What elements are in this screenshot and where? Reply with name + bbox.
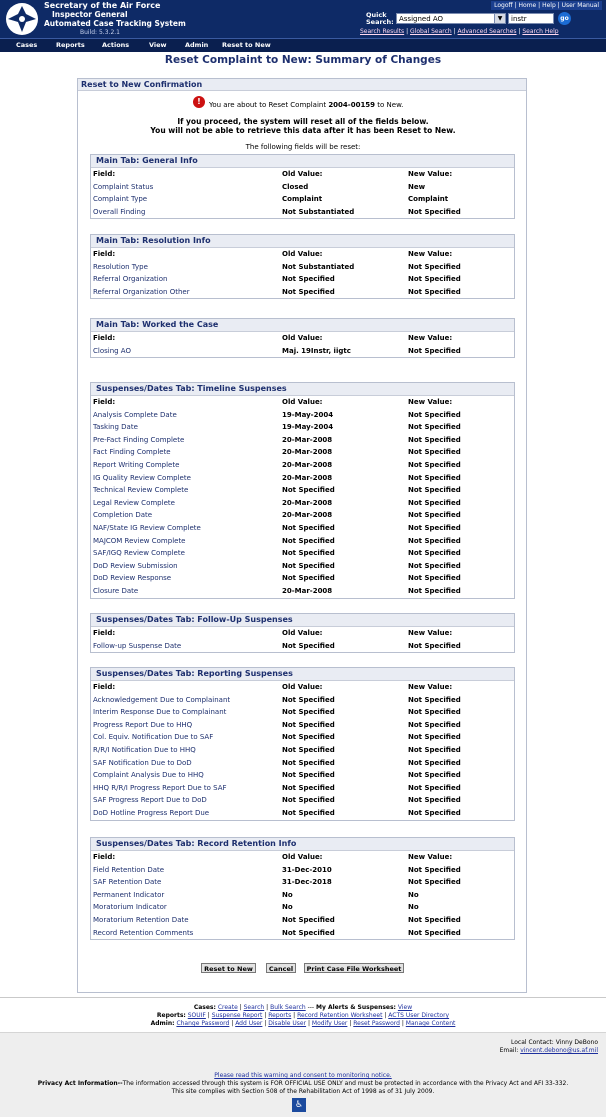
footer-admin-line: Admin: Change Password | Add User | Disable User | Modify User | Reset Password | Manage Content (150, 1020, 456, 1027)
footer-alerts-view-link[interactable]: View (397, 1004, 413, 1011)
old-value: Not Specified (282, 641, 335, 650)
old-value: 20-Mar-2008 (282, 498, 333, 507)
table-row (91, 509, 514, 522)
quick-search-input[interactable]: instr (508, 13, 554, 24)
field-name: Referral Organization Other (93, 287, 190, 296)
field-name: Closure Date (93, 586, 139, 595)
old-value: Closed (282, 182, 309, 191)
column-header-old: Old Value: (282, 683, 323, 691)
changes-section (90, 382, 515, 599)
old-value: Not Specified (282, 915, 335, 924)
field-name: IG Quality Review Complete (93, 473, 191, 482)
field-name: Resolution Type (93, 262, 148, 271)
search-results-link[interactable]: Search Results (360, 28, 405, 35)
changes-section (90, 613, 515, 653)
field-name: Fact Finding Complete (93, 448, 171, 457)
table-row (91, 497, 514, 510)
old-value: Not Specified (282, 287, 335, 296)
nav-cases[interactable]: Cases (16, 41, 38, 49)
new-value: No (408, 903, 419, 912)
new-value: Not Specified (408, 574, 461, 583)
fields-intro: The following fields will be reset: (245, 143, 361, 151)
table-row (91, 769, 514, 782)
table-row (91, 547, 514, 560)
footer-record-retention-link[interactable]: Record Retention Worksheet (297, 1012, 383, 1019)
field-name: SAF Notification Due to DoD (93, 758, 192, 767)
table-row (91, 744, 514, 757)
new-value: Not Specified (408, 410, 461, 419)
section-column-headers (91, 168, 514, 181)
brand-line-1: Secretary of the Air Force (44, 1, 161, 10)
column-header-old: Old Value: (282, 170, 323, 178)
contact-email-link[interactable]: vincent.debono@us.af.mil (520, 1047, 598, 1054)
old-value: Not Specified (282, 536, 335, 545)
column-header-new: New Value: (408, 398, 453, 406)
section-title: Main Tab: General Info (91, 155, 514, 168)
old-value: Complaint (282, 195, 323, 204)
field-name: Permanent Indicator (93, 890, 165, 899)
table-row (91, 193, 514, 206)
footer-reset-password-link[interactable]: Reset Password (353, 1020, 400, 1027)
section-title: Suspenses/Dates Tab: Record Retention Info (91, 838, 514, 851)
table-row (91, 719, 514, 732)
old-value: 20-Mar-2008 (282, 511, 333, 520)
table-row (91, 927, 514, 940)
column-header-new: New Value: (408, 629, 453, 637)
table-row (91, 706, 514, 719)
column-header-field: Field: (93, 683, 116, 691)
old-value: 20-Mar-2008 (282, 435, 333, 444)
footer-change-password-link[interactable]: Change Password (176, 1020, 230, 1027)
new-value: Not Specified (408, 435, 461, 444)
field-name: Record Retention Comments (93, 928, 194, 937)
new-value: Not Specified (408, 720, 461, 729)
column-header-new: New Value: (408, 683, 453, 691)
table-row (91, 901, 514, 914)
old-value: 20-Mar-2008 (282, 473, 333, 482)
new-value: Not Specified (408, 745, 461, 754)
table-row (91, 459, 514, 472)
table-row (91, 446, 514, 459)
section-column-headers (91, 332, 514, 345)
footer-souif-link[interactable]: SOUIF (187, 1012, 206, 1019)
new-value: Not Specified (408, 346, 461, 355)
proceed-notice-2: You will not be able to retrieve this data after it has been Reset to New. (150, 126, 456, 135)
old-value: Not Specified (282, 796, 335, 805)
column-header-field: Field: (93, 853, 116, 861)
nav-reports[interactable]: Reports (56, 41, 85, 49)
field-name: Follow-up Suspense Date (93, 641, 182, 650)
old-value: Not Specified (282, 745, 335, 754)
field-name: Completion Date (93, 511, 153, 520)
column-header-new: New Value: (408, 334, 453, 342)
footer-disable-user-link[interactable]: Disable User (268, 1020, 307, 1027)
new-value: Not Specified (408, 733, 461, 742)
new-value: Not Specified (408, 586, 461, 595)
print-worksheet-button[interactable]: Print Case File Worksheet (304, 963, 404, 973)
new-value: Not Specified (408, 771, 461, 780)
old-value: Not Specified (282, 771, 335, 780)
section-column-headers (91, 396, 514, 409)
new-value: Not Specified (408, 460, 461, 469)
field-name: Report Writing Complete (93, 460, 180, 469)
new-value: Not Specified (408, 758, 461, 767)
new-value: Not Specified (408, 695, 461, 704)
table-row (91, 522, 514, 535)
footer-reports-link[interactable]: Reports (268, 1012, 292, 1019)
section-column-headers (91, 681, 514, 694)
table-row (91, 560, 514, 573)
section-column-headers (91, 627, 514, 640)
old-value: 20-Mar-2008 (282, 460, 333, 469)
accessibility-icon[interactable]: ♿ (292, 1098, 306, 1112)
chevron-down-icon[interactable]: ▼ (494, 14, 505, 23)
proceed-notice-1: If you proceed, the system will reset all of the fields below. (177, 117, 429, 126)
app-header (0, 0, 606, 38)
old-value: Not Substantiated (282, 262, 355, 271)
table-row (91, 807, 514, 820)
new-value: Not Specified (408, 708, 461, 717)
field-name: DoD Review Submission (93, 561, 178, 570)
table-row (91, 421, 514, 434)
new-value: Not Specified (408, 275, 461, 284)
old-value: Not Specified (282, 758, 335, 767)
new-value: Not Specified (408, 808, 461, 817)
field-name: Complaint Analysis Due to HHQ (93, 771, 204, 780)
field-name: Interim Response Due to Complainant (93, 708, 227, 717)
new-value: Not Specified (408, 498, 461, 507)
table-row (91, 585, 514, 598)
table-row (91, 286, 514, 299)
field-name: MAJCOM Review Complete (93, 536, 186, 545)
old-value: Not Specified (282, 708, 335, 717)
table-row (91, 434, 514, 447)
changes-section (90, 837, 515, 940)
footer-search-link[interactable]: Search (243, 1004, 265, 1011)
brand-line-2: Inspector General (52, 10, 128, 19)
field-name: Overall Finding (93, 207, 146, 216)
footer-manage-content-link[interactable]: Manage Content (405, 1020, 456, 1027)
field-name: DoD Review Response (93, 574, 172, 583)
new-value: New (408, 182, 426, 191)
changes-section (90, 318, 515, 358)
old-value: Not Specified (282, 486, 335, 495)
field-name: Referral Organization (93, 275, 168, 284)
old-value: No (282, 890, 293, 899)
nav-reset-to-new[interactable]: Reset to New (222, 41, 271, 49)
old-value: No (282, 903, 293, 912)
new-value: Not Specified (408, 207, 461, 216)
footer-divider (0, 997, 606, 998)
new-value: Not Specified (408, 928, 461, 937)
section-title: Suspenses/Dates Tab: Follow-Up Suspenses (91, 614, 514, 627)
column-header-old: Old Value: (282, 853, 323, 861)
logoff-link[interactable]: Logoff (494, 2, 513, 9)
field-name: Field Retention Date (93, 865, 165, 874)
local-contact: Local Contact: Vinny DeBono Email: vincent.debono@us.af.mil (499, 1039, 598, 1054)
reset-to-new-button[interactable]: Reset to New (201, 963, 256, 973)
new-value: Not Specified (408, 561, 461, 570)
go-button[interactable]: go (558, 12, 571, 25)
new-value: Not Specified (408, 783, 461, 792)
nav-admin[interactable]: Admin (185, 41, 209, 49)
old-value: Not Specified (282, 574, 335, 583)
column-header-new: New Value: (408, 250, 453, 258)
field-name: Analysis Complete Date (93, 410, 177, 419)
field-name: Progress Report Due to HHQ (93, 720, 193, 729)
old-value: Not Specified (282, 808, 335, 817)
table-row (91, 409, 514, 422)
old-value: 31-Dec-2010 (282, 865, 332, 874)
field-name: Acknowledgement Due to Complainant (93, 695, 231, 704)
field-name: Pre-Fact Finding Complete (93, 435, 185, 444)
column-header-field: Field: (93, 250, 116, 258)
footer-cases-line: Cases: Create | Search | Bulk Search --- My Alerts & Suspenses: View (193, 1004, 413, 1011)
warning-icon: ! (193, 96, 205, 108)
new-value: Not Specified (408, 448, 461, 457)
section-title: Suspenses/Dates Tab: Reporting Suspenses (91, 668, 514, 681)
new-value: Not Specified (408, 865, 461, 874)
old-value: 20-Mar-2008 (282, 448, 333, 457)
warning-message: You are about to Reset Complaint 2004-00159 to New. (209, 101, 404, 109)
table-row (91, 261, 514, 274)
old-value: Not Specified (282, 275, 335, 284)
nav-view[interactable]: View (149, 41, 167, 49)
table-row (91, 889, 514, 902)
table-row (91, 864, 514, 877)
table-row (91, 535, 514, 548)
old-value: Not Specified (282, 733, 335, 742)
field-name: Moratorium Indicator (93, 903, 167, 912)
cancel-button[interactable]: Cancel (266, 963, 296, 973)
table-row (91, 731, 514, 744)
footer-create-link[interactable]: Create (217, 1004, 238, 1011)
table-row (91, 572, 514, 585)
table-row (91, 273, 514, 286)
field-name: HHQ R/R/I Progress Report Due to SAF (93, 783, 227, 792)
field-name: Complaint Status (93, 182, 154, 191)
field-name: Moratorium Retention Date (93, 915, 189, 924)
old-value: Not Specified (282, 783, 335, 792)
old-value: Maj. 19Instr, iigtc (282, 346, 351, 355)
old-value: 31-Dec-2018 (282, 878, 332, 887)
footer-suspense-report-link[interactable]: Suspense Report (211, 1012, 263, 1019)
old-value: 19-May-2004 (282, 410, 334, 419)
new-value: Not Specified (408, 262, 461, 271)
old-value: Not Specified (282, 695, 335, 704)
column-header-old: Old Value: (282, 398, 323, 406)
table-row (91, 694, 514, 707)
column-header-new: New Value: (408, 170, 453, 178)
top-links: Logoff | Home | Help | User Manual (491, 1, 602, 10)
column-header-field: Field: (93, 170, 116, 178)
old-value: 20-Mar-2008 (282, 586, 333, 595)
build-label: Build: 5.3.2.1 (80, 29, 120, 36)
table-row (91, 206, 514, 219)
old-value: Not Specified (282, 928, 335, 937)
user-manual-link[interactable]: User Manual (561, 2, 599, 9)
column-header-field: Field: (93, 334, 116, 342)
monitoring-notice-link[interactable]: Please read this warning and consent to monitoring notice. (214, 1072, 392, 1079)
old-value: Not Specified (282, 523, 335, 532)
table-row (91, 181, 514, 194)
section-title: Main Tab: Resolution Info (91, 235, 514, 248)
field-name: Complaint Type (93, 195, 148, 204)
table-row (91, 876, 514, 889)
brand-line-3: Automated Case Tracking System (44, 19, 186, 28)
help-link[interactable]: Help (542, 2, 556, 9)
table-row (91, 794, 514, 807)
home-link[interactable]: Home (518, 2, 537, 9)
table-row (91, 472, 514, 485)
search-sub-links: Search Results | Global Search | Advanced Searches | Search Help (360, 28, 559, 35)
quick-search-label: Quick Search: (366, 11, 394, 26)
field-name: NAF/State IG Review Complete (93, 523, 201, 532)
section-title: Suspenses/Dates Tab: Timeline Suspenses (91, 383, 514, 396)
section-title: Main Tab: Worked the Case (91, 319, 514, 332)
field-name: SAF Retention Date (93, 878, 162, 887)
old-value: Not Specified (282, 549, 335, 558)
table-row (91, 914, 514, 927)
column-header-old: Old Value: (282, 250, 323, 258)
field-name: DoD Hotline Progress Report Due (93, 808, 210, 817)
field-name: Col. Equiv. Notification Due to SAF (93, 733, 214, 742)
nav-actions[interactable]: Actions (102, 41, 130, 49)
field-name: SAF Progress Report Due to DoD (93, 796, 207, 805)
table-row (91, 782, 514, 795)
old-value: Not Substantiated (282, 207, 355, 216)
column-header-old: Old Value: (282, 334, 323, 342)
air-force-logo-icon (4, 2, 40, 36)
new-value: Not Specified (408, 641, 461, 650)
section-column-headers (91, 248, 514, 261)
section-column-headers (91, 851, 514, 864)
new-value: No (408, 890, 419, 899)
footer-add-user-link[interactable]: Add User (235, 1020, 263, 1027)
new-value: Complaint (408, 195, 449, 204)
table-row (91, 345, 514, 358)
changes-section (90, 154, 515, 219)
field-name: Tasking Date (93, 423, 138, 432)
quick-search-type-select[interactable]: Assigned AO ▼ (396, 13, 506, 24)
footer-modify-user-link[interactable]: Modify User (311, 1020, 348, 1027)
search-help-link[interactable]: Search Help (522, 28, 559, 35)
field-name: R/R/I Notification Due to HHQ (93, 745, 196, 754)
table-row (91, 640, 514, 653)
complaint-id: 2004-00159 (328, 101, 376, 109)
privacy-act-info: Privacy Act Information--The information accessed through this system is FOR OFFICIAL USE ONLY and must be protected in accordance with the Privacy Act and AFI 33-332. This site complies with Section 508 of the Rehabilitation Act of 1998 as of 31 July 2009. (37, 1080, 569, 1095)
global-search-link[interactable]: Global Search (410, 28, 452, 35)
changes-section (90, 234, 515, 299)
new-value: Not Specified (408, 915, 461, 924)
new-value: Not Specified (408, 523, 461, 532)
new-value: Not Specified (408, 287, 461, 296)
old-value: Not Specified (282, 720, 335, 729)
new-value: Not Specified (408, 486, 461, 495)
field-name: Legal Review Complete (93, 498, 175, 507)
new-value: Not Specified (408, 423, 461, 432)
old-value: Not Specified (282, 561, 335, 570)
new-value: Not Specified (408, 511, 461, 520)
column-header-new: New Value: (408, 853, 453, 861)
table-row (91, 757, 514, 770)
new-value: Not Specified (408, 473, 461, 482)
new-value: Not Specified (408, 796, 461, 805)
field-name: Technical Review Complete (93, 486, 189, 495)
field-name: Closing AO (93, 346, 131, 355)
main-nav (0, 38, 606, 52)
old-value: 19-May-2004 (282, 423, 334, 432)
changes-section (90, 667, 515, 821)
column-header-field: Field: (93, 629, 116, 637)
new-value: Not Specified (408, 549, 461, 558)
table-row (91, 484, 514, 497)
advanced-searches-link[interactable]: Advanced Searches (457, 28, 517, 35)
new-value: Not Specified (408, 536, 461, 545)
footer-user-directory-link[interactable]: ACTS User Directory (388, 1012, 450, 1019)
confirmation-panel-title: Reset to New Confirmation (78, 79, 526, 91)
footer-bulk-search-link[interactable]: Bulk Search (270, 1004, 306, 1011)
column-header-old: Old Value: (282, 629, 323, 637)
column-header-field: Field: (93, 398, 116, 406)
new-value: Not Specified (408, 878, 461, 887)
field-name: SAF/IGQ Review Complete (93, 549, 185, 558)
page-title: Reset Complaint to New: Summary of Changes (164, 54, 442, 66)
footer-reports-line: Reports: SOUIF | Suspense Report | Reports | Record Retention Worksheet | ACTS User Directory (156, 1012, 450, 1019)
